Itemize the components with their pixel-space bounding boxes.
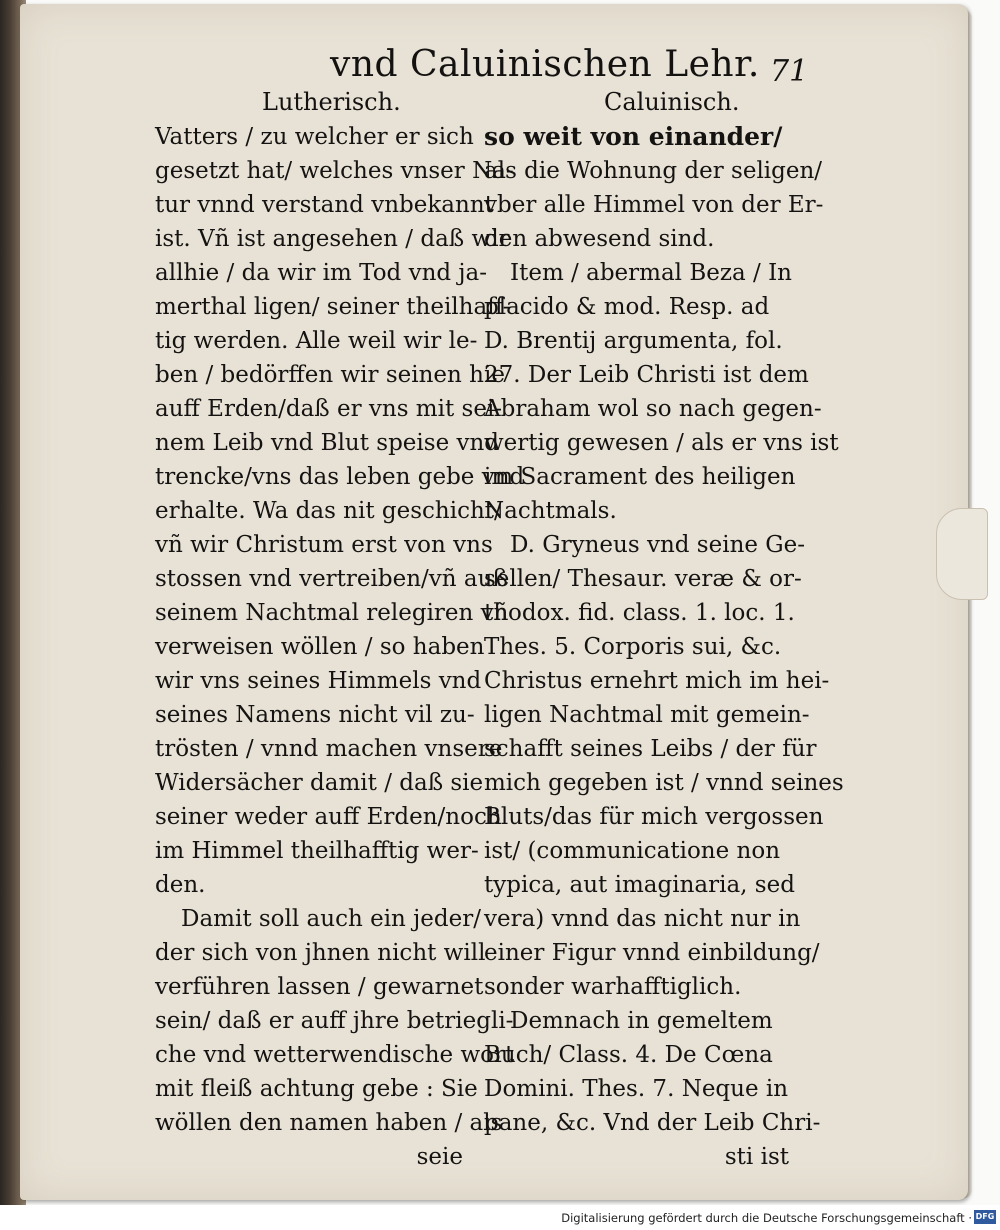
text-line: im Himmel theilhafftig wer- [155,838,479,864]
text-line: Item / abermal Beza / In [510,260,792,286]
text-line: typica, aut imaginaria, sed [484,872,795,898]
text-line: den abwesend sind. [484,226,715,252]
text-line: seines Namens nicht vil zu- [155,702,475,728]
text-line: tur vnnd verstand vnbekannt [155,192,494,218]
text-line: Buch/ Class. 4. De Cœna [484,1042,773,1068]
page-number: 71 [770,54,809,89]
text-line: als die Wohnung der seligen/ [484,158,823,184]
text-line: seiner weder auff Erden/noch [155,804,502,830]
text-line: placido & mod. Resp. ad [484,294,770,320]
text-line: der sich von jhnen nicht will [155,940,486,966]
text-line: auff Erden/daß er vns mit sei- [155,396,503,422]
text-line: Domini. Thes. 7. Neque in [484,1076,789,1102]
text-line: schafft seines Leibs / der für [484,736,817,762]
text-line: merthal ligen/ seiner theilhaff- [155,294,511,320]
text-line: ligen Nachtmal mit gemein- [484,702,810,728]
left-column-text [155,120,525,1174]
text-line: sellen/ Thesaur. veræ & or- [484,566,802,592]
text-line: trösten / vnnd machen vnsere [155,736,503,762]
text-line: Nachtmals. [484,498,617,524]
text-line: D. Brentij argumenta, fol. [484,328,783,354]
text-line: Damit soll auch ein jeder/ [181,906,481,932]
text-line: ist/ (communicatione non [484,838,781,864]
text-line: pane, &c. Vnd der Leib Chri- [484,1110,821,1136]
text-line: mich gegeben ist / vnnd seines [484,770,844,796]
text-line: che vnd wetterwendische wort [155,1042,515,1068]
text-line: sonder warhafftiglich. [484,974,742,1000]
text-line: wöllen den namen haben / als [155,1110,503,1136]
text-line: seinem Nachtmal relegiren vñ [155,600,509,626]
text-line: Vatters / zu welcher er sich [155,124,474,150]
text-line: wir vns seines Himmels vnd [155,668,482,694]
text-line: nem Leib vnd Blut speise vnd [155,430,500,456]
text-line: vber alle Himmel von der Er- [484,192,824,218]
text-line: Bluts/das für mich vergossen [484,804,824,830]
text-line: verführen lassen / gewarnet [155,974,484,1000]
running-header: vnd Caluinischen Lehr. [330,44,760,85]
dfg-logo-icon: DFG [974,1210,996,1224]
text-line: den. [155,872,206,898]
text-line: vñ wir Christum erst von vns [155,532,493,558]
text-line: trencke/vns das leben gebe vnd [155,464,525,490]
text-line: erhalte. Wa das nit geschicht/ [155,498,502,524]
footer-credit: Digitalisierung gefördert durch die Deutsche Forschungsgemeinschaft · [561,1211,972,1225]
page-tab [936,508,988,600]
text-line: tig werden. Alle weil wir le- [155,328,478,354]
text-line: ben / bedörffen wir seinen hie [155,362,505,388]
text-line: mit fleiß achtung gebe : Sie [155,1076,478,1102]
text-line: wertig gewesen / als er vns ist [484,430,839,456]
right-column-heading: Caluinisch. [604,88,740,116]
catchword: sti ist [724,1144,789,1170]
text-line: sein/ daß er auff jhre betriegli- [155,1008,514,1034]
left-column-heading: Lutherisch. [262,88,401,116]
text-line: thodox. fid. class. 1. loc. 1. [484,600,795,626]
text-line: 27. Der Leib Christi ist dem [484,362,809,388]
text-line: stossen vnd vertreiben/vñ auß [155,566,508,592]
text-line: Demnach in gemeltem [510,1008,773,1034]
text-line: Abraham wol so nach gegen- [484,396,822,422]
text-line: einer Figur vnnd einbildung/ [484,940,820,966]
text-line: vera) vnnd das nicht nur in [484,906,801,932]
text-line: ist. Vñ ist angesehen / daß wir [155,226,510,252]
right-column-text [484,120,844,1174]
text-line: im Sacrament des heiligen [484,464,796,490]
text-line: Christus ernehrt mich im hei- [484,668,830,694]
catchword: seie [416,1144,463,1170]
text-line: verweisen wöllen / so haben [155,634,485,660]
text-line: D. Gryneus vnd seine Ge- [510,532,806,558]
text-line: so weit von einander/ [484,122,783,151]
text-line: gesetzt hat/ welches vnser Na- [155,158,514,184]
text-line: Thes. 5. Corporis sui, &c. [484,634,782,660]
text-line: allhie / da wir im Tod vnd ja- [155,260,488,286]
text-line: Widersächer damit / daß sie [155,770,484,796]
